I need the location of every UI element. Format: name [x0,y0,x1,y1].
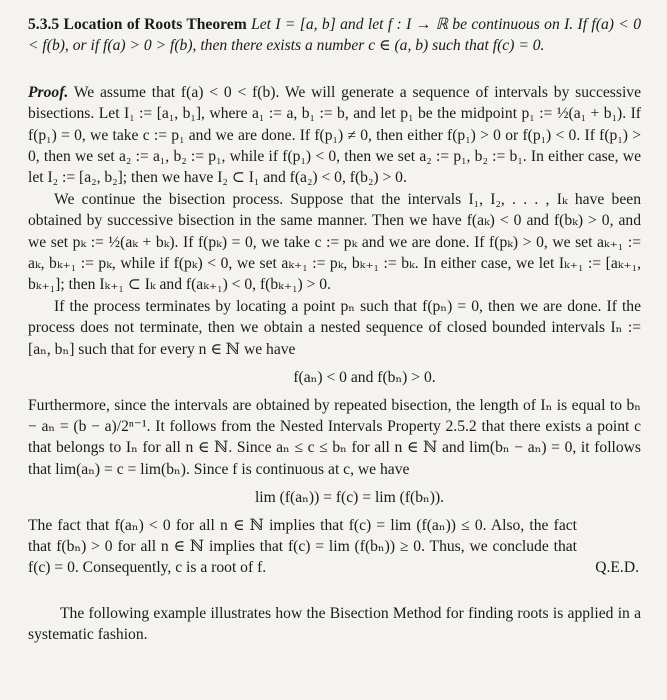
proof-paragraph-2: We continue the bisection process. Suppose that the intervals I₁, I₂, . . . , Iₖ have been obtained by successive bisection in the same manner. Then we have f(aₖ) < 0 and f(bₖ) > 0, and we set pₖ := ½(aₖ + bₖ). If f(pₖ) = 0, we take c := pₖ and we are done. If f(pₖ) > 0, we set aₖ₊₁ := aₖ, bₖ₊₁ := pₖ, while if f(pₖ) < 0, we set aₖ₊₁ := pₖ, bₖ₊₁ := bₖ. In either case, we let Iₖ₊₁ := [aₖ₊₁, bₖ₊₁]; then Iₖ₊₁ ⊂ Iₖ and f(aₖ₊₁) < 0, f(bₖ₊₁) > 0. [28,190,641,294]
qed-mark: Q.E.D. [595,558,639,576]
proof-text-1: We assume that f(a) < 0 < f(b). We will generate a sequence of intervals by successive bisections. Let I₁ := [a₁, b₁], where a₁ := a, b₁ := b, and let p₁ be the midpoint p₁ := ½(a₁ + b₁). If f(p₁) = 0, we take c := p₁ and we are done. If f(p₁) ≠ 0, then either f(p₁) > 0 or f(p₁) < 0. If f(p₁) > 0, then we set a₂ := a₁, b₂ := p₁, while if f(p₁) < 0, then we set a₂ := p₁, b₂ := b₁. In either case, we let I₂ := [a₂, b₂]; then we have I₂ ⊂ I₁ and f(a₂) < 0, f(b₂) > 0. [28,83,641,187]
proof-paragraph-4: Furthermore, since the intervals are obtained by repeated bisection, the length of Iₙ is equal to bₙ − aₙ = (b − a)/2ⁿ⁻¹. It follows from the Nested Intervals Property 2.5.2 that there exists a point c that belongs to Iₙ for all n ∈ ℕ. Since aₙ ≤ c ≤ bₙ for all n ∈ ℕ and lim(bₙ − aₙ) = 0, it follows that lim(aₙ) = c = lim(bₙ). Since f is continuous at c, we have [28,396,641,478]
proof-paragraph-5: The fact that f(aₙ) < 0 for all n ∈ ℕ implies that f(c) = lim (f(aₙ)) ≤ 0. Also, the fact that f(bₙ) > 0 for all n ∈ ℕ implies that f(c) = lim (f(bₙ)) ≥ 0. Thus, we conclude that f(c) = 0. Consequently, c is a root of f. [28,516,577,577]
closing-paragraph: The following example illustrates how the Bisection Method for finding roots is applied in a systematic fashion. [28,604,641,644]
display-equation-2: lim (f(aₙ)) = f(c) = lim (f(bₙ)). [254,489,445,507]
proof-label: Proof. [28,83,69,101]
proof-paragraph-1 [28,82,641,189]
display-equation-1: f(aₙ) < 0 and f(bₙ) > 0. [293,369,436,387]
theorem-statement: Let I = [a, b] and let f : I → ℝ be continuous on I. If f(a) < 0 < f(b), or if f(a) > 0 > f(b), then there exists a number c ∈ (a, b) such that f(c) = 0. [28,16,641,55]
theorem-block [28,14,641,57]
proof-conclusion [28,515,641,579]
theorem-label: 5.3.5 Location of Roots Theorem [28,16,247,33]
proof-paragraph-3: If the process terminates by locating a point pₙ such that f(pₙ) = 0, then we are done. If the process does not terminate, then we obtain a nested sequence of closed bounded intervals Iₙ := [aₙ, bₙ] such that for every n ∈ ℕ we have [28,297,641,358]
